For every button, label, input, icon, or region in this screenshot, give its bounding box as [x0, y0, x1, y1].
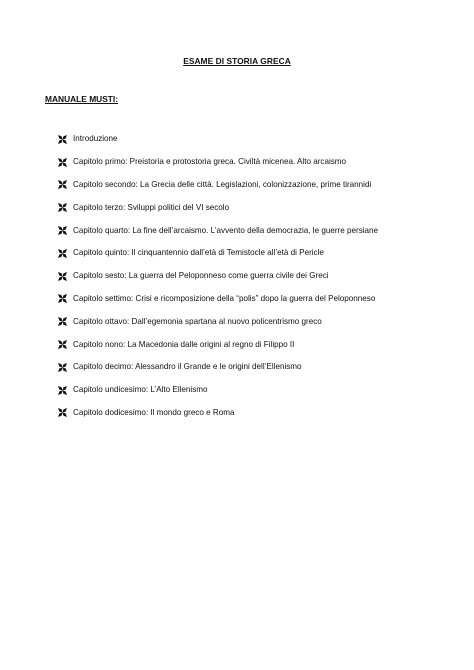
document-title: ESAME DI STORIA GRECA	[183, 56, 291, 66]
list-item	[58, 402, 378, 425]
chapter-label: Capitolo decimo: Alessandro il Grande e le origini dell’Ellenismo	[73, 362, 302, 372]
four-diamond-cross-icon	[58, 386, 67, 395]
chapter-label: Capitolo quarto: La fine dell’arcaismo. L’avvento della democrazia, le guerre persiane	[73, 225, 379, 235]
chapter-label: Capitolo undicesimo: L’Alto Ellenismo	[73, 385, 208, 395]
four-diamond-cross-icon	[58, 408, 67, 417]
list-item	[58, 379, 378, 402]
list-item	[58, 219, 378, 242]
four-diamond-cross-icon	[58, 203, 67, 212]
list-item	[58, 196, 378, 219]
four-diamond-cross-icon	[58, 249, 67, 258]
chapter-label: Capitolo ottavo: Dall’egemonia spartana al nuovo policentrismo greco	[73, 316, 322, 326]
chapter-label: Introduzione	[73, 134, 118, 144]
chapter-label: Capitolo terzo: Sviluppi politici del VI secolo	[73, 202, 230, 212]
chapter-label: Capitolo quinto: Il cinquantennio dall’età di Temistocle all’età di Pericle	[73, 248, 324, 258]
four-diamond-cross-icon	[58, 158, 67, 167]
four-diamond-cross-icon	[58, 340, 67, 349]
four-diamond-cross-icon	[58, 317, 67, 326]
four-diamond-cross-icon	[58, 135, 67, 144]
chapter-list	[58, 128, 378, 424]
chapter-label: Capitolo dodicesimo: Il mondo greco e Roma	[73, 407, 235, 417]
chapter-label: Capitolo sesto: La guerra del Peloponneso come guerra civile dei Greci	[73, 271, 329, 281]
list-item	[58, 242, 378, 265]
section-heading: MANUALE MUSTI:	[45, 94, 119, 104]
list-item	[58, 356, 378, 379]
four-diamond-cross-icon	[58, 226, 67, 235]
chapter-label: Capitolo primo: Preistoria e protostoria greca. Civiltà micenea. Alto arcaismo	[73, 157, 347, 167]
four-diamond-cross-icon	[58, 294, 67, 303]
list-item	[58, 310, 378, 333]
four-diamond-cross-icon	[58, 363, 67, 372]
list-item	[58, 333, 378, 356]
list-item	[58, 151, 378, 174]
list-item	[58, 265, 378, 288]
list-item	[58, 128, 378, 151]
list-item	[58, 174, 378, 197]
chapter-label: Capitolo settimo: Crisi e ricomposizione della “polis” dopo la guerra del Peloponneso	[73, 293, 376, 303]
four-diamond-cross-icon	[58, 180, 67, 189]
list-item	[58, 288, 378, 311]
chapter-label: Capitolo secondo: La Grecia delle città. Legislazioni, colonizzazione, prime tirannidi	[73, 179, 372, 189]
chapter-label: Capitolo nono: La Macedonia dalle origini al regno di Filippo II	[73, 339, 295, 349]
four-diamond-cross-icon	[58, 272, 67, 281]
